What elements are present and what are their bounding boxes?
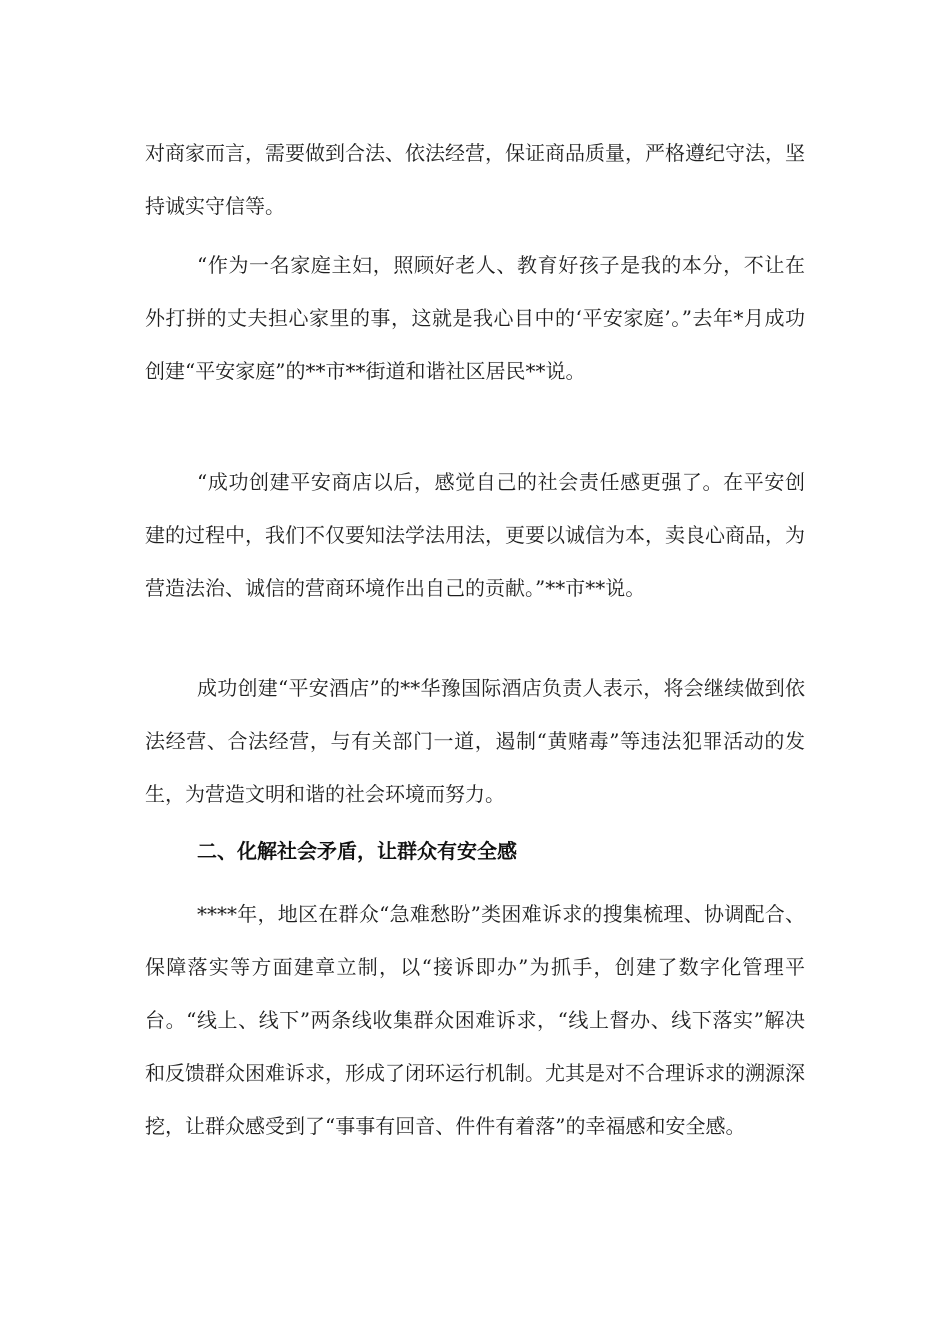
paragraph-safe-hotel: 成功创建“平安酒店”的**华豫国际酒店负责人表示，将会继续做到依法经营、合法经营，与有关部门一道，遏制“黄赌毒”等违法犯罪活动的发生，为营造文明和谐的社会环境而努力。 (145, 676, 805, 806)
paragraph-section-body: ****年，地区在群众“急难愁盼”类困难诉求的搜集梳理、协调配合、保障落实等方面建章立制，以“接诉即办”为抓手，创建了数字化管理平台。“线上、线下”两条线收集群众困难诉求，“线上督办、线下落实”解决和反馈群众困难诉求，形成了闭环运行机制。尤其是对不合理诉求的溯源深挖，让群众感受到了“事事有回音、件件有着落”的幸福感和安全感。 (145, 902, 805, 1138)
section-heading: 二、化解社会矛盾，让群众有安全感 (197, 839, 517, 863)
paragraph-safe-family-quote: “作为一名家庭主妇，照顾好老人、教育好孩子是我的本分，不让在外打拼的丈夫担心家里的事，这就是我心目中的‘平安家庭’。”去年*月成功创建“平安家庭”的**市**街道和谐社区居民**说。 (145, 253, 805, 383)
paragraph-safe-shop-quote: “成功创建平安商店以后，感觉自己的社会责任感更强了。在平安创建的过程中，我们不仅要知法学法用法，更要以诚信为本，卖良心商品，为营造法治、诚信的营商环境作出自己的贡献。”**市**说。 (145, 470, 805, 600)
paragraph-merchants: 对商家而言，需要做到合法、依法经营，保证商品质量，严格遵纪守法，坚持诚实守信等。 (145, 141, 805, 218)
